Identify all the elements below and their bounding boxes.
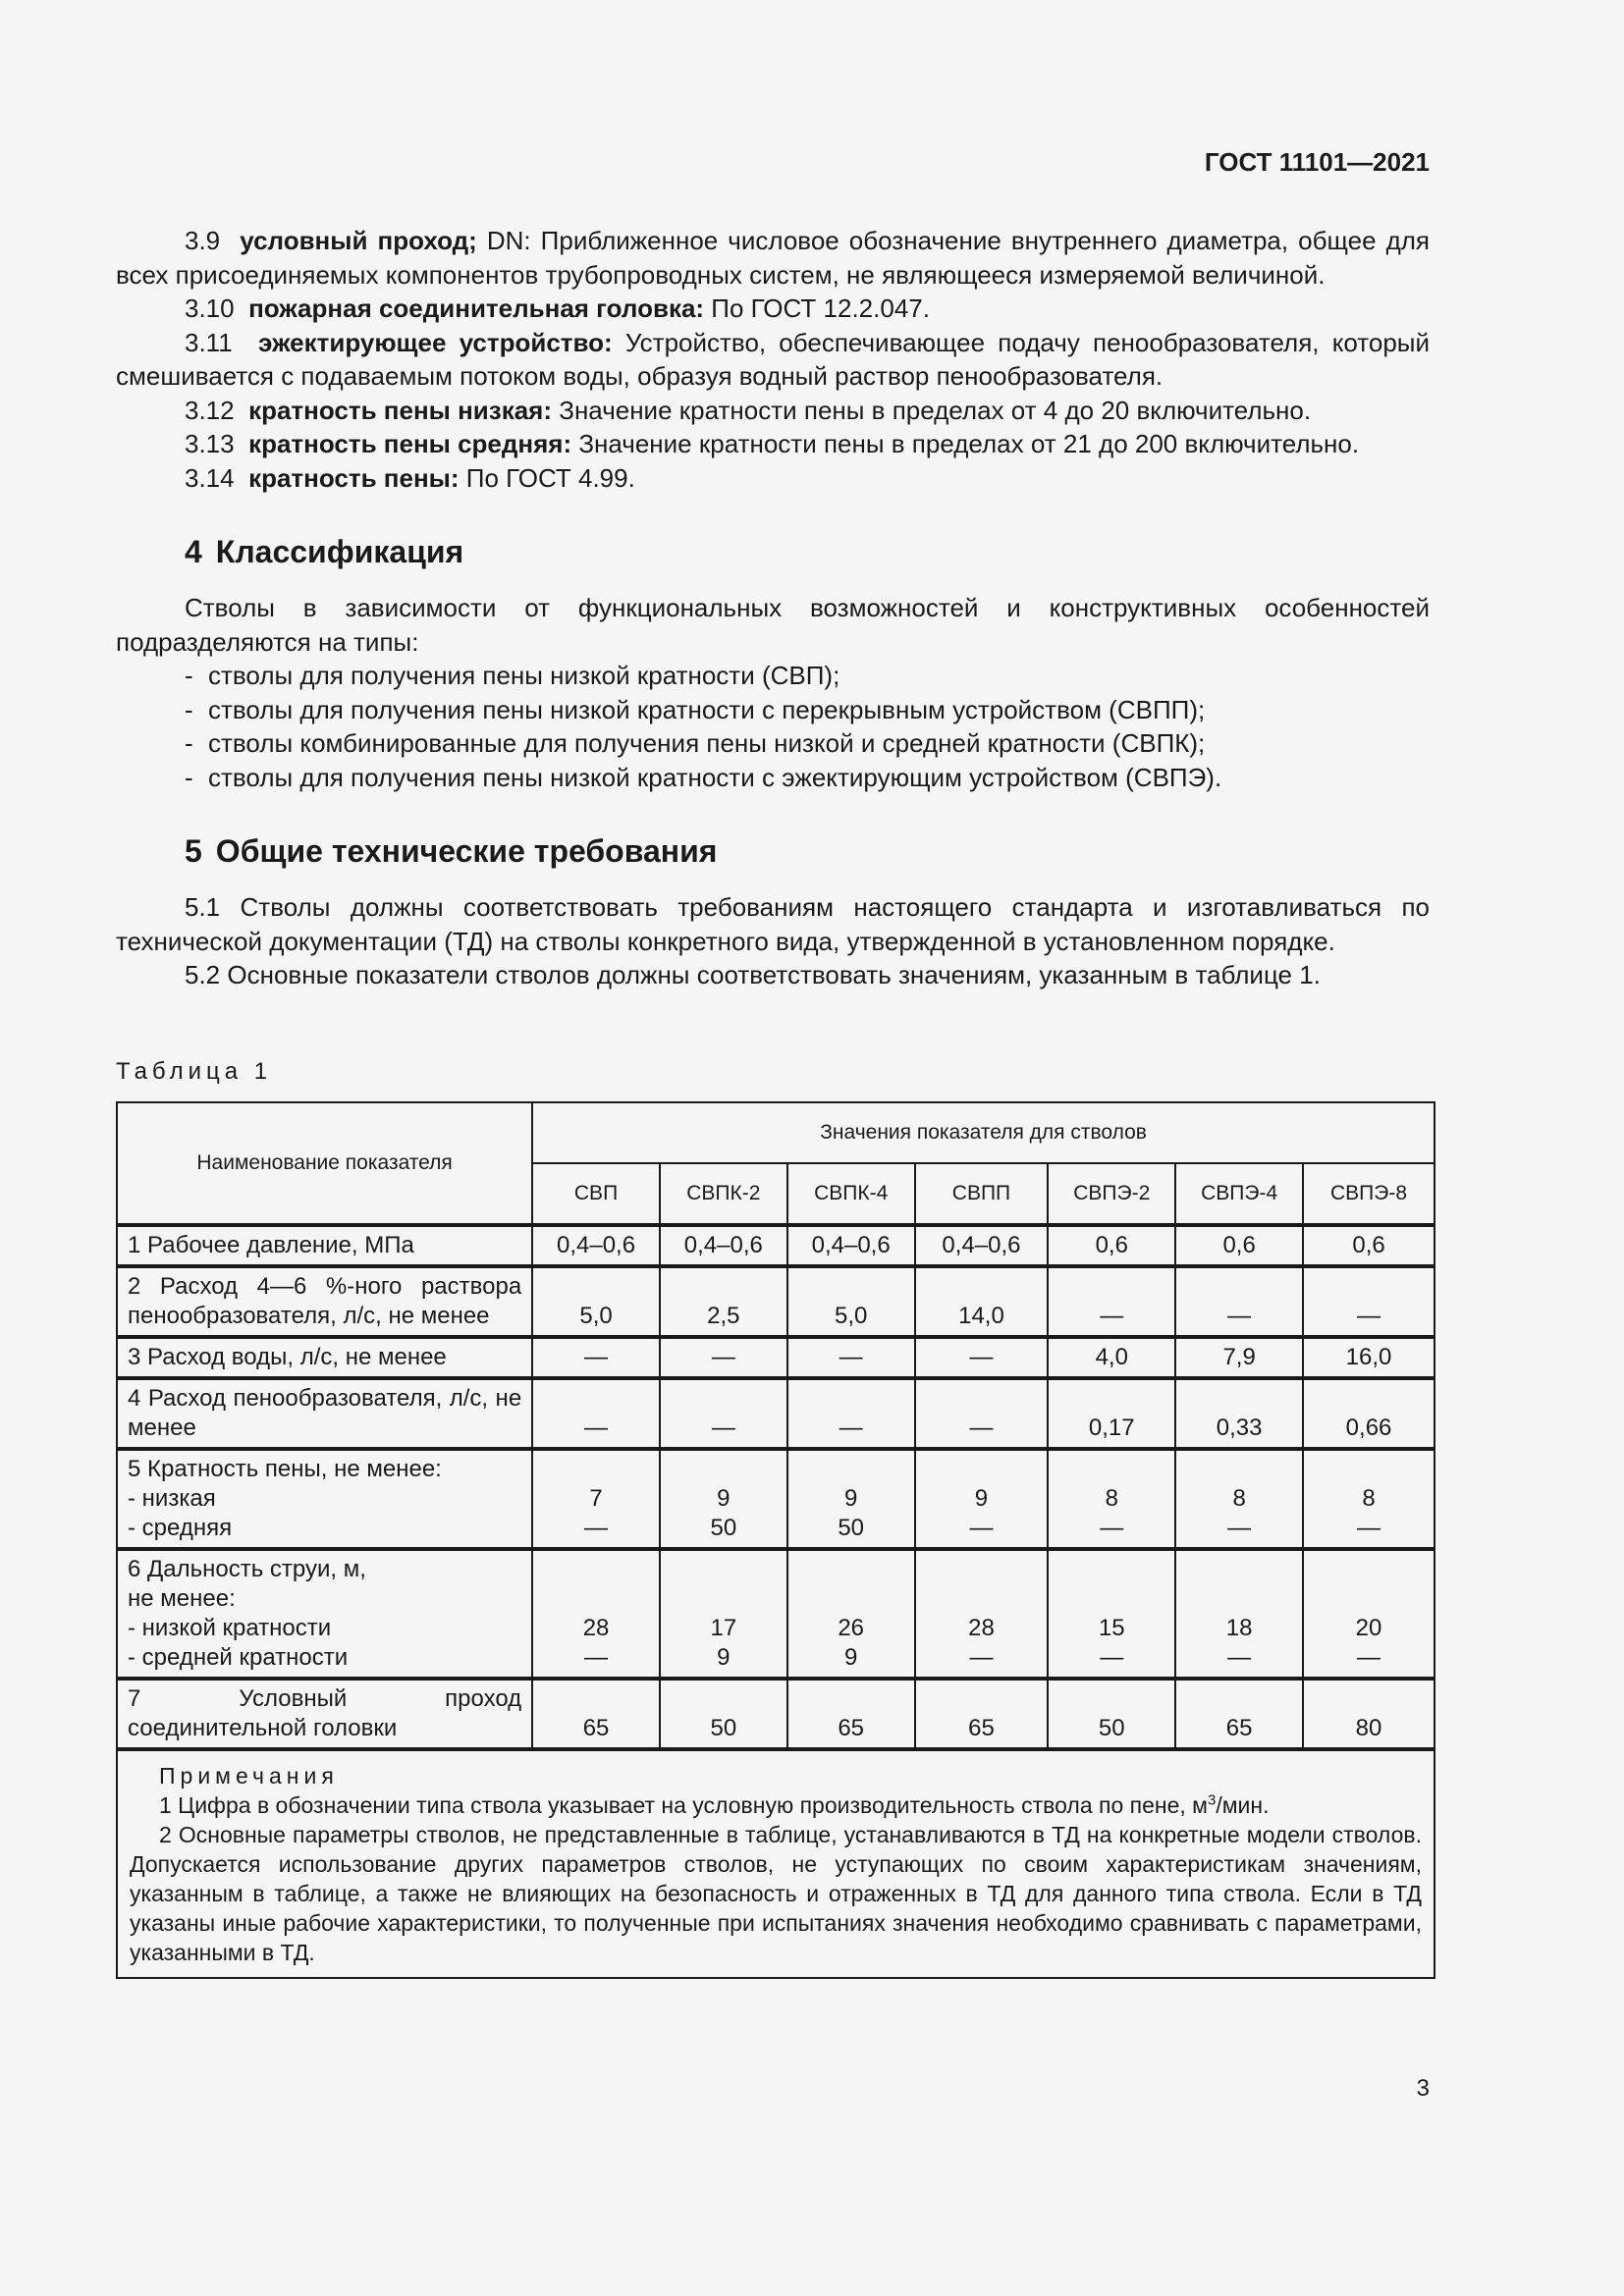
row-value: 14,0 xyxy=(915,1266,1049,1337)
definition-term: пожарная соединительная головка: xyxy=(248,294,705,323)
row-value: 0,6 xyxy=(1175,1225,1303,1266)
definition-number: 3.14 xyxy=(185,462,235,493)
definition-item xyxy=(116,224,1430,292)
row-value: 15 — xyxy=(1048,1549,1175,1679)
classification-list xyxy=(116,659,1430,794)
row-name: 7 Условный проход соединительной головки xyxy=(117,1679,532,1749)
row-value: 0,66 xyxy=(1303,1378,1435,1449)
definition-text: По ГОСТ 12.2.047. xyxy=(704,294,930,323)
table-row xyxy=(117,1378,1435,1449)
table-row xyxy=(117,1337,1435,1378)
list-dash: - xyxy=(185,661,193,690)
row-value: 7,9 xyxy=(1175,1337,1303,1378)
row-value: 0,17 xyxy=(1048,1378,1175,1449)
row-value: 0,4–0,6 xyxy=(532,1225,660,1266)
list-dash: - xyxy=(185,728,193,758)
column-header: СВПП xyxy=(915,1163,1049,1225)
row-value: — xyxy=(1303,1266,1435,1337)
classification-item: - стволы комбинированные для получения пены низкой и средней кратности (СВПК); xyxy=(116,726,1430,761)
definition-item xyxy=(116,394,1430,428)
definition-text: Значение кратности пены в пределах от 4 до 20 включительно. xyxy=(552,395,1312,425)
section-4-intro: Стволы в зависимости от функциональных возможностей и конструктивных особенностей подразделяются на типы: xyxy=(116,593,1430,657)
row-value: 65 xyxy=(532,1679,660,1749)
row-name: 3 Расход воды, л/с, не менее xyxy=(117,1337,532,1378)
table-row xyxy=(117,1449,1435,1549)
note-2: 2 Основные параметры стволов, не представленные в таблице, устанавливаются в ТД на конкретные модели стволов. Допускается использование других параметров стволов, не уступающих по своим характеристикам значениям, указанным в таблице, а также не влияющих на безопасность и отраженных в ТД для данного типа ствола. Если в ТД указаны иные рабочие характеристики, то полученные при испытаниях значения необходимо сравнивать с параметрами, указанными в ТД. xyxy=(130,1822,1422,1965)
row-value: 4,0 xyxy=(1048,1337,1175,1378)
table-notes xyxy=(117,1749,1435,1978)
column-header: СВПЭ-4 xyxy=(1175,1163,1303,1225)
row-value: 65 xyxy=(1175,1679,1303,1749)
row-value: 8 — xyxy=(1303,1449,1435,1549)
definition-number: 3.13 xyxy=(185,429,235,458)
row-value: 50 xyxy=(660,1679,787,1749)
document-header: ГОСТ 11101—2021 xyxy=(1204,147,1430,177)
column-header: СВПК-4 xyxy=(787,1163,915,1225)
row-value: 50 xyxy=(1048,1679,1175,1749)
definition-number: 3.12 xyxy=(185,395,235,425)
definition-item xyxy=(116,427,1430,461)
row-value: 8 — xyxy=(1175,1449,1303,1549)
row-value: — xyxy=(532,1378,660,1449)
row-value: — xyxy=(532,1337,660,1378)
definition-term: кратность пены средняя: xyxy=(248,429,572,458)
row-value: 65 xyxy=(787,1679,915,1749)
definition-item xyxy=(116,326,1430,394)
paragraph-5-2: 5.2 Основные показатели стволов должны соответствовать значениям, указанным в таблице 1. xyxy=(185,960,1321,989)
row-name: 1 Рабочее давление, МПа xyxy=(117,1225,532,1266)
row-value: 28 — xyxy=(915,1549,1049,1679)
row-value: 2,5 xyxy=(660,1266,787,1337)
row-value: — xyxy=(660,1378,787,1449)
row-value: — xyxy=(787,1337,915,1378)
row-value: 80 xyxy=(1303,1679,1435,1749)
table-caption: Таблица 1 xyxy=(116,1058,273,1085)
table-header-group: Значения показателя для стволов xyxy=(532,1102,1435,1163)
column-header: СВПЭ-8 xyxy=(1303,1163,1435,1225)
table-header-name: Наименование показателя xyxy=(117,1102,532,1225)
definition-term: эжектирующее устройство: xyxy=(258,327,613,357)
row-value: — xyxy=(1175,1266,1303,1337)
row-name: 5 Кратность пены, не менее: - низкая - средняя xyxy=(117,1449,532,1549)
classification-item: - стволы для получения пены низкой кратности (СВП); xyxy=(116,659,1430,693)
paragraph-5-1: 5.1 Стволы должны соответствовать требованиям настоящего стандарта и изготавливаться по технической документации (ТД) на стволы конкретного вида, утвержденной в установленном порядке. xyxy=(116,892,1430,956)
definition-text: DN: Приближенное числовое обозначение внутреннего диаметра, общее для всех присоединяемых компонентов трубопроводных систем, не являющееся измеряемой величиной. xyxy=(116,226,1430,290)
row-value: 9 50 xyxy=(660,1449,787,1549)
note-1: 1 Цифра в обозначении типа ствола указывает на условную производительность ствола по пене, $м^3$/мин. xyxy=(159,1791,1270,1818)
row-value: 5,0 xyxy=(532,1266,660,1337)
table-row xyxy=(117,1225,1435,1266)
row-value: 9 50 xyxy=(787,1449,915,1549)
row-value: — xyxy=(787,1378,915,1449)
row-value: 17 9 xyxy=(660,1549,787,1679)
row-value: 5,0 xyxy=(787,1266,915,1337)
row-value: — xyxy=(660,1337,787,1378)
row-value: — xyxy=(915,1337,1049,1378)
row-value: 8 — xyxy=(1048,1449,1175,1549)
row-value: 0,6 xyxy=(1048,1225,1175,1266)
row-value: 20 — xyxy=(1303,1549,1435,1679)
page-number: 3 xyxy=(1416,2075,1430,2102)
row-value: 0,6 xyxy=(1303,1225,1435,1266)
column-header: СВПК-2 xyxy=(660,1163,787,1225)
definition-number: 3.11 xyxy=(185,327,233,357)
definition-item xyxy=(116,461,1430,496)
row-name: 6 Дальность струи, м, не менее: - низкой кратности - средней кратности xyxy=(117,1549,532,1679)
table-row xyxy=(117,1266,1435,1337)
definition-term: условный проход; xyxy=(240,226,477,255)
specs-table xyxy=(116,1101,1435,1979)
list-dash: - xyxy=(185,694,193,724)
definition-number: 3.9 xyxy=(185,226,221,255)
row-value: 9 — xyxy=(915,1449,1049,1549)
section-4-title: 4 Классификация xyxy=(185,534,464,569)
column-header: СВП xyxy=(532,1163,660,1225)
row-value: 65 xyxy=(915,1679,1049,1749)
row-value: — xyxy=(915,1378,1049,1449)
list-dash: - xyxy=(185,762,193,792)
table-row xyxy=(117,1549,1435,1679)
table-body xyxy=(117,1225,1435,1749)
row-value: 28 — xyxy=(532,1549,660,1679)
row-value: 0,4–0,6 xyxy=(787,1225,915,1266)
table-row xyxy=(117,1679,1435,1749)
definition-text: Устройство, обеспечивающее подачу пенообразователя, который смешивается с подаваемым потоком воды, образуя водный раствор пенообразователя. xyxy=(116,327,1430,391)
classification-item: - стволы для получения пены низкой кратности с перекрывным устройством (СВПП); xyxy=(116,693,1430,727)
section-5-title: 5 Общие технические требования xyxy=(185,833,718,869)
row-name: 2 Расход 4—6 %-ного раствора пенообразователя, л/с, не менее xyxy=(117,1266,532,1337)
row-value: 0,4–0,6 xyxy=(660,1225,787,1266)
document-body xyxy=(116,224,1430,992)
definitions-list xyxy=(116,224,1430,495)
definition-number: 3.10 xyxy=(185,294,235,323)
row-value: 18 — xyxy=(1175,1549,1303,1679)
definition-term: кратность пены: xyxy=(248,462,460,493)
row-value: 0,4–0,6 xyxy=(915,1225,1049,1266)
column-header: СВПЭ-2 xyxy=(1048,1163,1175,1225)
row-value: 16,0 xyxy=(1303,1337,1435,1378)
row-value: — xyxy=(1048,1266,1175,1337)
definition-item xyxy=(116,292,1430,326)
row-value: 0,33 xyxy=(1175,1378,1303,1449)
definition-text: Значение кратности пены в пределах от 21 до 200 включительно. xyxy=(571,429,1360,458)
definition-text: По ГОСТ 4.99. xyxy=(459,462,635,493)
definition-term: кратность пены низкая: xyxy=(248,395,553,425)
row-value: 26 9 xyxy=(787,1549,915,1679)
row-value: 7 — xyxy=(532,1449,660,1549)
row-name: 4 Расход пенообразователя, л/с, не менее xyxy=(117,1378,532,1449)
notes-title: Примечания xyxy=(159,1763,339,1789)
classification-item: - стволы для получения пены низкой кратности с эжектирующим устройством (СВПЭ). xyxy=(116,761,1430,795)
